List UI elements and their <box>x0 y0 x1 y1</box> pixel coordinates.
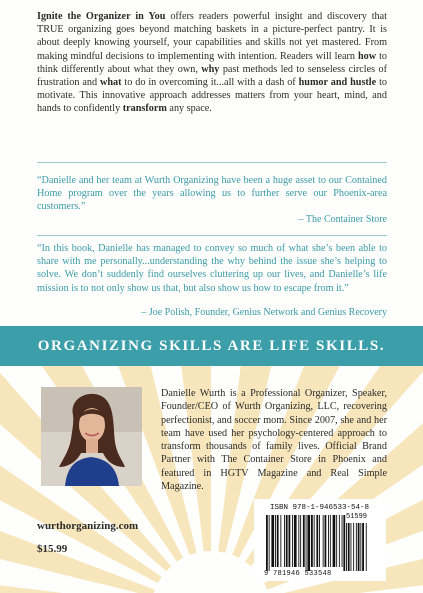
barcode-bar <box>298 515 299 567</box>
barcode-bar <box>280 515 281 567</box>
barcode-addon-digits: 51599 <box>346 513 368 521</box>
barcode-addon-bar <box>362 523 364 571</box>
price: $15.99 <box>37 543 68 555</box>
website-url: wurthorganizing.com <box>37 520 139 532</box>
barcode-bar <box>314 515 315 567</box>
barcode-bar <box>300 515 301 567</box>
testimonial-quote: “In this book, Danielle has managed to convey so much of what she’s been able to share with me personally...understanding the why behind the issue she’s helping to solve. We don’t suddenly find ourselves cluttering up our lives, and Danielle’s life mission is to not only show us that, but also show us how to escape from it.” <box>37 243 387 294</box>
barcode-bar <box>271 515 274 567</box>
description-title: Ignite the Organizer in You <box>37 11 166 22</box>
author-bio: Danielle Wurth is a Professional Organizer, Speaker, Founder/CEO of Wurth Organizing, LLC, recovering perfectionist, and soccer mom. Since 2007, she and her team have used her psychology-centered approach to transform thousands of family lives. Official Brand Partner with The Container Store in Phoenix and featured in HGTV Magazine and Real Simple Magazine. <box>161 388 387 493</box>
testimonial-attribution: – Joe Polish, Founder, Genius Network and Genius Recovery <box>141 307 387 318</box>
divider-line <box>37 235 387 236</box>
barcode-bar <box>333 515 336 567</box>
barcode-addon-bar <box>356 523 357 571</box>
barcode-bar <box>319 515 320 567</box>
barcode-addon-bar <box>351 523 352 571</box>
barcode-bar <box>294 515 297 567</box>
divider-line <box>37 162 387 163</box>
barcode-bar <box>323 515 324 567</box>
tagline-banner <box>0 326 423 366</box>
barcode-addon-bar <box>366 523 367 571</box>
author-photo <box>41 387 142 486</box>
barcode-bar <box>289 515 291 567</box>
barcode-bar <box>339 515 340 567</box>
testimonial-quote: “Danielle and her team at Wurth Organizing have been a huge asset to our Contained Home program over the years allowing us to further serve our Phoenix-area customers.” <box>37 175 387 213</box>
barcode-bar <box>277 515 279 567</box>
ean-digits: 9 781946 533548 <box>264 570 332 578</box>
barcode-bar <box>284 515 285 567</box>
barcode-bar <box>266 515 268 571</box>
barcode-bar <box>325 515 327 567</box>
barcode-addon-bar <box>346 523 347 571</box>
barcode-bar <box>336 515 337 567</box>
author-portrait-illustration <box>41 387 142 486</box>
tagline-text: ORGANIZING SKILLS ARE LIFE SKILLS. <box>37 337 386 354</box>
barcode-bar <box>292 515 293 567</box>
barcode-bar <box>342 515 343 567</box>
barcode-addon-bar <box>358 523 360 571</box>
isbn-label: ISBN 978-1-946533-54-8 <box>270 504 370 512</box>
barcode-bar <box>311 515 313 567</box>
barcode-addon-bar <box>353 523 354 571</box>
barcode-bar <box>330 515 331 567</box>
barcode-bar <box>307 515 310 571</box>
barcode-bar <box>275 515 276 567</box>
isbn-barcode <box>254 499 386 581</box>
barcode-bar <box>343 515 345 571</box>
book-description: Ignite the Organizer in You offers readers powerful insight and discovery that TRUE organizing goes beyond matching baskets in a picture-perfect pantry. It is about deeply knowing yourself, your capabilities and skills not yet mastered. From making mindful decisions to implementing with intention. Readers will learn how to think differently about what they own, why past methods led to senseless circles of frustration and what to do in overcoming it...all with a dash of humor and hustle to motivate. This innovative approach addresses matters from your heart, mind, and hands to confidently transform any space. <box>37 11 387 115</box>
barcode-bar <box>269 515 270 571</box>
testimonial-attribution: – The Container Store <box>298 214 387 225</box>
barcode-bar <box>286 515 288 567</box>
barcode-bars <box>254 499 386 581</box>
barcode-bar <box>328 515 329 567</box>
barcode-bar <box>303 515 305 567</box>
barcode-bar <box>316 515 318 567</box>
barcode-addon-bar <box>360 523 361 571</box>
barcode-addon-bar <box>348 523 350 571</box>
barcode-bar <box>306 515 307 571</box>
